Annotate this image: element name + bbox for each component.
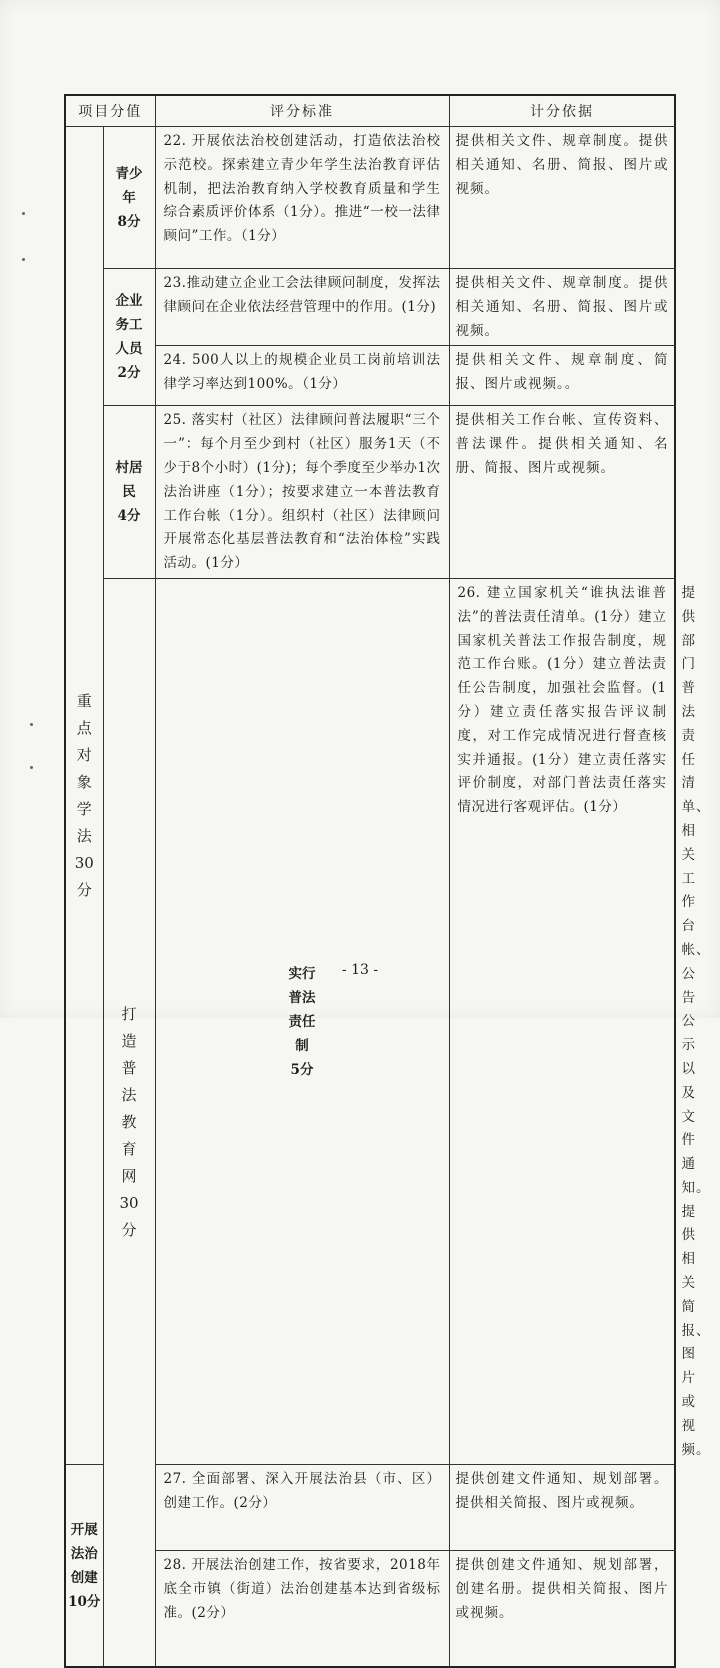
scan-speck [30,723,33,726]
scoring-table [64,94,711,1668]
table-row [65,269,675,346]
subgroup-villagers: 村居 民 4分 [103,406,155,579]
basis-25: 提供相关工作台帐、宣传资料、普法课件。提供相关通知、名册、简报、图片或视频。 [449,406,675,579]
table-row [65,346,675,406]
basis-24: 提供相关文件、规章制度、简报、图片或视频。。 [449,346,675,406]
basis-23: 提供相关文件、规章制度。提供相关通知、名册、简报、图片或视频。 [449,269,675,346]
subgroup-responsibility-system: 实行 普法 责任 制 5分 [155,578,449,1464]
table-header-row [65,95,675,127]
header-criteria: 评分标准 [155,95,449,127]
scan-speck [22,212,25,215]
table-row [65,127,675,269]
subgroup-rule-of-law-creation: 开展 法治 创建 10分 [65,1465,103,1667]
criteria-28: 28. 开展法治创建工作，按省要求，2018年底全市镇（街道）法治创建基本达到省级标准。(2分） [155,1551,449,1667]
table-row [65,1465,675,1551]
criteria-25: 25. 落实村（社区）法律顾问普法履职“三个一”：每个月至少到村（社区）服务1天（不少于8个小时）(1分)；每个季度至少举办1次法治讲座（1分）；按要求建立一本普法教育工作台帐（1分）。组织村（社区）法律顾问开展常态化基层普法教育和“法治体检”实践活动。(1分） [155,406,449,579]
criteria-27: 27. 全面部署、深入开展法治县（市、区）创建工作。(2分） [155,1465,449,1551]
table-row: 打 造 普 法 教 育 网 30 分 实行 普法 责任 制 5分 26. 建立国家机关“谁执法谁普法”的普法责任清单。(1分）建立国家机关普法工作报告制度，规范工作台账。(1分）建立普法责任公告制度，加强社会监督。(1分）建立责任落实报告评议制度，对工作完成情况进行督查核实并通报。(1分）建立责任落实评价制度，对部门普法责任落实情况进行客观评估。(1分） 提供部门普法责任清单、相关工作台帐、公告公示以及文件通知。提供相关简报、图片或视频。 [65,578,675,1464]
scan-speck [22,258,25,261]
header-item-score: 项目分值 [65,95,155,127]
criteria-23: 23.推动建立企业工会法律顾问制度，发挥法律顾问在企业依法经营管理中的作用。(1分) [155,269,449,346]
basis-28: 提供创建文件通知、规划部署，创建名册。提供相关简报、图片或视频。 [449,1551,675,1667]
header-basis: 计分依据 [449,95,675,127]
page-number: - 13 - [341,962,379,978]
criteria-26: 26. 建立国家机关“谁执法谁普法”的普法责任清单。(1分）建立国家机关普法工作报告制度，规范工作台账。(1分）建立普法责任公告制度，加强社会监督。(1分）建立责任落实报告评议制度，对工作完成情况进行督查核实并通报。(1分）建立责任落实评价制度，对部门普法责任落实情况进行客观评估。(1分） [449,578,675,1464]
subgroup-youth: 青少 年 8分 [103,127,155,269]
table-row [65,406,675,579]
category-build-education-network: 打 造 普 法 教 育 网 30 分 [103,578,155,1666]
basis-22: 提供相关文件、规章制度。提供相关通知、名册、简报、图片或视频。 [449,127,675,269]
table-row [65,1551,675,1667]
scan-speck [30,766,33,769]
subgroup-enterprise-workers: 企业 务工 人员 2分 [103,269,155,406]
basis-27: 提供创建文件通知、规划部署。提供相关简报、图片或视频。 [449,1465,675,1551]
criteria-24: 24. 500人以上的规模企业员工岗前培训法律学习率达到100%。（1分） [155,346,449,406]
criteria-22: 22. 开展依法治校创建活动，打造依法治校示范校。探索建立青少年学生法治教育评估机制，把法治教育纳入学校教育质量和学生综合素质评价体系（1分）。推进“一校一法律顾问”工作。（1分） [155,127,449,269]
category-key-targets: 重 点 对 象 学 法 30 分 [65,127,103,1465]
